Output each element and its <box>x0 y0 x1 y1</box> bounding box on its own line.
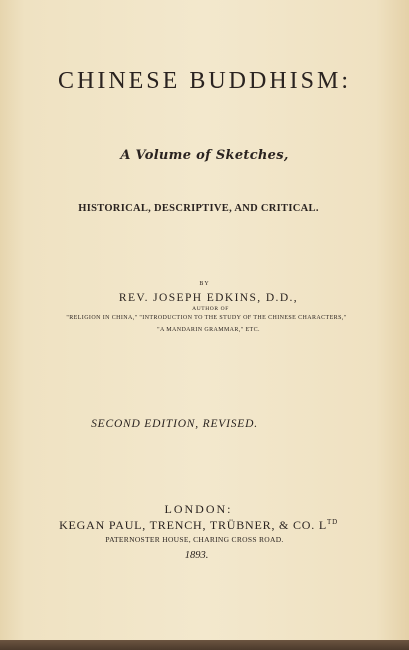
publisher-suffix: TD <box>327 518 338 526</box>
page-bottom-edge <box>0 640 409 650</box>
author-works-line2: "A MANDARIN GRAMMAR," ETC. <box>157 327 260 333</box>
publisher-name-text: KEGAN PAUL, TRENCH, TRÜBNER, & CO. L <box>59 518 327 532</box>
edition-note: SECOND EDITION, REVISED. <box>91 418 258 430</box>
book-subtitle: A Volume of Sketches, <box>120 148 289 163</box>
author-of-label: AUTHOR OF <box>192 306 229 312</box>
publisher-name <box>0 518 403 533</box>
book-title: CHINESE BUDDHISM: <box>57 68 351 94</box>
publisher-address: PATERNOSTER HOUSE, CHARING CROSS ROAD. <box>105 535 284 544</box>
author-name: REV. JOSEPH EDKINS, D.D., <box>118 292 299 304</box>
publication-year: 1893. <box>184 550 209 561</box>
by-label: BY <box>199 281 210 287</box>
author-works-line1: "RELIGION IN CHINA," "INTRODUCTION TO THE STUDY OF THE CHINESE CHARACTERS," <box>66 315 347 321</box>
publication-place: LONDON: <box>164 502 233 516</box>
book-subtitle-line2: HISTORICAL, DESCRIPTIVE, AND CRITICAL. <box>78 203 319 214</box>
